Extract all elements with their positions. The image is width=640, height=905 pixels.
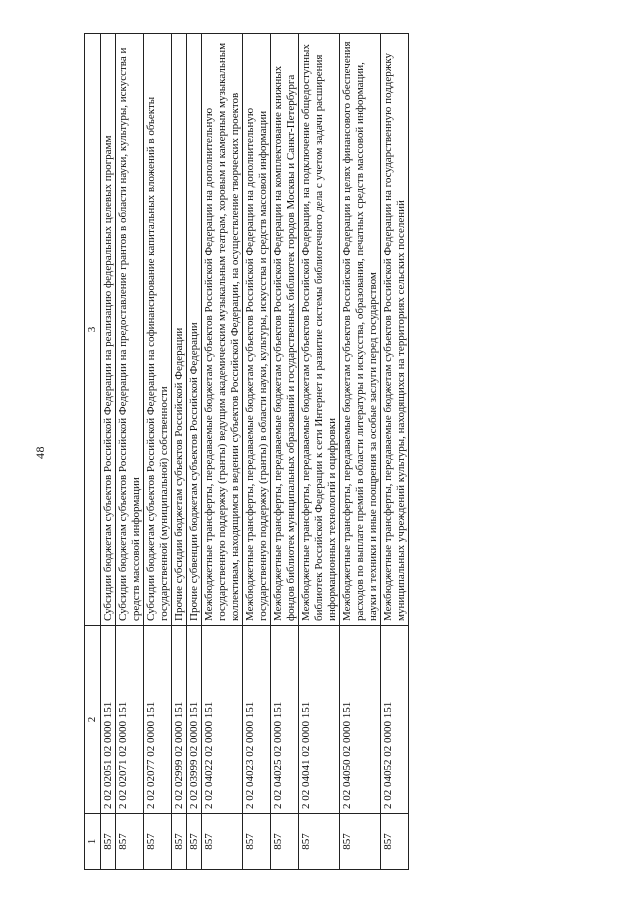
revenue-code-cell: 2 02 04023 02 0000 151	[243, 626, 271, 814]
revenue-name-cell: Межбюджетные трансферты, передаваемые бюджетам субъектов Российской Федерации, на подключение общедоступных библиотек Российской Федерации к сети Интернет и развитие системы библиотечного дела с учетом задачи расширения информационных технологий и оцифровки	[299, 34, 340, 626]
revenue-name-cell: Межбюджетные трансферты, передаваемые бюджетам субъектов Российской Федерации на комплектование книжных фондов библиотек муниципальных образований и государственных библиотек городов Москвы и Санкт-Петербурга	[271, 34, 299, 626]
revenue-name-cell: Межбюджетные трансферты, передаваемые бюджетам субъектов Российской Федерации на дополнительную государственную поддержку (гранты) в области науки, культуры, искусства и средств массовой информации	[243, 34, 271, 626]
revenue-code-cell: 2 02 02999 02 0000 151	[172, 626, 187, 814]
revenue-code-cell: 2 02 03999 02 0000 151	[187, 626, 202, 814]
revenue-codes-table	[84, 33, 409, 870]
revenue-name-cell: Межбюджетные трансферты, передаваемые бюджетам субъектов Российской Федерации на государственную поддержку муниципальных учреждений культуры, находящихся на территориях сельских поселений	[381, 34, 409, 626]
admin-code-cell: 857	[340, 814, 381, 870]
table-header-row	[85, 34, 101, 870]
revenue-name-cell: Субсидии бюджетам субъектов Российской Федерации на реализацию федеральных целевых программ	[101, 34, 116, 626]
revenue-name-cell: Прочие субсидии бюджетам субъектов Российской Федерации	[172, 34, 187, 626]
revenue-code-cell: 2 02 04050 02 0000 151	[340, 626, 381, 814]
revenue-code-cell: 2 02 04022 02 0000 151	[202, 626, 243, 814]
admin-code-cell: 857	[172, 814, 187, 870]
admin-code-cell: 857	[101, 814, 116, 870]
revenue-code-cell: 2 02 04025 02 0000 151	[271, 626, 299, 814]
column-header-1: 1	[85, 814, 101, 870]
table-row	[116, 34, 144, 870]
admin-code-cell: 857	[299, 814, 340, 870]
table-row	[381, 34, 409, 870]
revenue-name-cell: Субсидии бюджетам субъектов Российской Федерации на предоставление грантов в области науки, культуры, искусства и средств массовой информации	[116, 34, 144, 626]
revenue-code-cell: 2 02 04041 02 0000 151	[299, 626, 340, 814]
admin-code-cell: 857	[271, 814, 299, 870]
table-row	[202, 34, 243, 870]
revenue-code-cell: 2 02 02077 02 0000 151	[144, 626, 172, 814]
revenue-name-cell: Межбюджетные трансферты, передаваемые бюджетам субъектов Российской Федерации в целях финансового обеспечения расходов по выплате премий в области литературы и искусства, образования, печатных средств массовой информации, науки и техники и иные поощрения за особые заслуги перед государством	[340, 34, 381, 626]
column-header-2: 2	[85, 626, 101, 814]
revenue-name-cell: Субсидии бюджетам субъектов Российской Федерации на софинансирование капитальных вложений в объекты государственной (муниципальной) собственности	[144, 34, 172, 626]
admin-code-cell: 857	[381, 814, 409, 870]
page-number: 48	[33, 446, 47, 459]
admin-code-cell: 857	[116, 814, 144, 870]
revenue-name-cell: Межбюджетные трансферты, передаваемые бюджетам субъектов Российской Федерации на дополнительную государственную поддержку (гранты) ведущим академическим музыкальным театрам, хоровым и камерным музыкальным коллективам, находящимся в ведении субъектов Российской Федерации, на осуществление творческих проектов	[202, 34, 243, 626]
revenue-code-cell: 2 02 02071 02 0000 151	[116, 626, 144, 814]
revenue-name-cell: Прочие субвенции бюджетам субъектов Российской Федерации	[187, 34, 202, 626]
table-row	[340, 34, 381, 870]
table-row	[187, 34, 202, 870]
admin-code-cell: 857	[144, 814, 172, 870]
column-header-3: 3	[85, 34, 101, 626]
admin-code-cell: 857	[202, 814, 243, 870]
table-row	[144, 34, 172, 870]
admin-code-cell: 857	[187, 814, 202, 870]
table-row	[172, 34, 187, 870]
revenue-code-cell: 2 02 02051 02 0000 151	[101, 626, 116, 814]
admin-code-cell: 857	[243, 814, 271, 870]
table-row	[101, 34, 116, 870]
table-row	[299, 34, 340, 870]
table-row	[271, 34, 299, 870]
revenue-code-cell: 2 02 04052 02 0000 151	[381, 626, 409, 814]
table-row	[243, 34, 271, 870]
